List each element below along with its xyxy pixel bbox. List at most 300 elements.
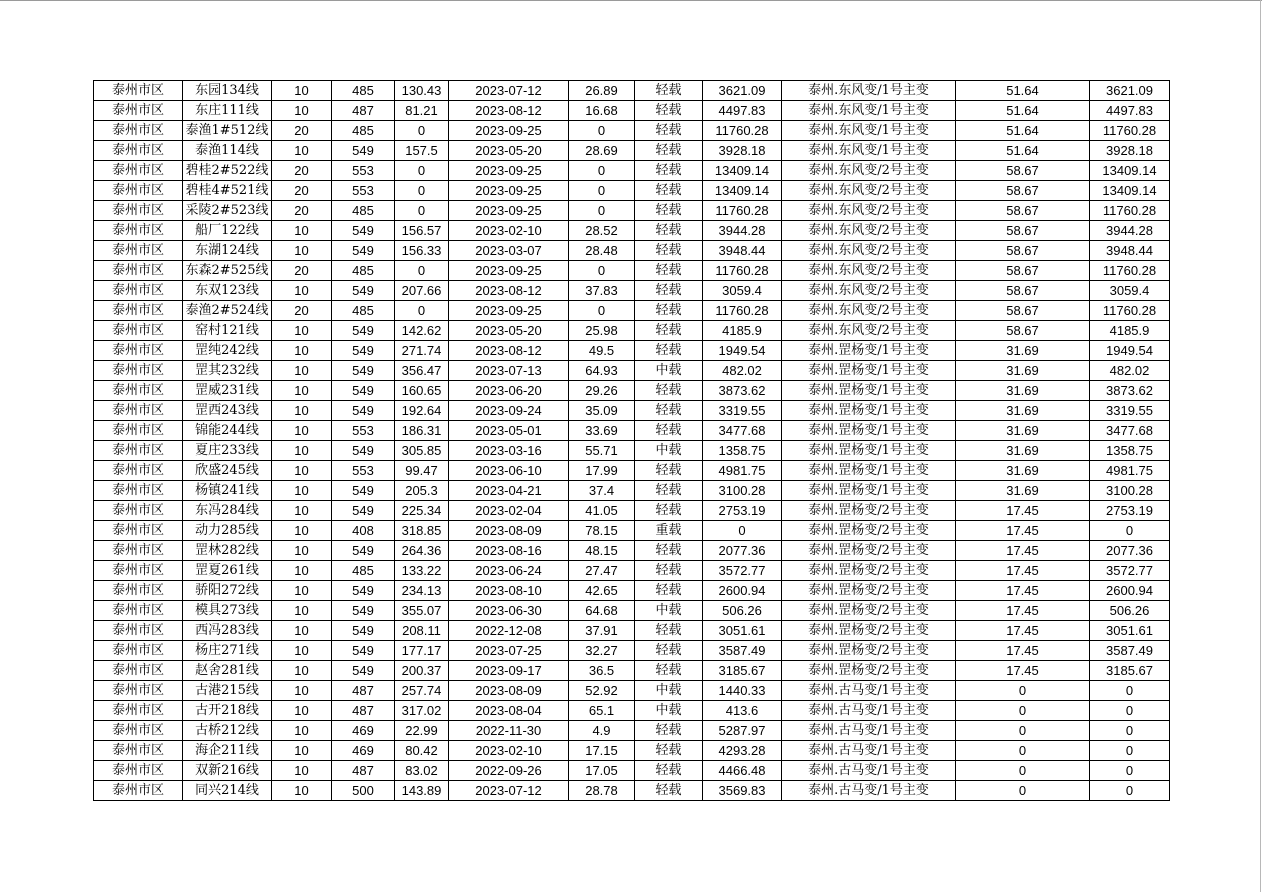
cell-transformer: 泰州.罡杨变/2号主变 [782, 661, 956, 681]
cell-transformer-margin: 58.67 [956, 181, 1090, 201]
cell-area: 泰州市区 [94, 701, 183, 721]
cell-transformer-margin: 0 [956, 721, 1090, 741]
cell-load-status: 重载 [635, 521, 703, 541]
cell-transformer-margin: 0 [956, 781, 1090, 801]
cell-spare-capacity: 11760.28 [703, 121, 782, 141]
cell-rated-capacity: 469 [332, 741, 395, 761]
cell-rated-capacity: 487 [332, 761, 395, 781]
cell-voltage: 10 [272, 361, 332, 381]
cell-transformer-margin: 51.64 [956, 81, 1090, 101]
cell-date: 2023-09-25 [449, 181, 569, 201]
cell-area: 泰州市区 [94, 561, 183, 581]
cell-max-load: 305.85 [395, 441, 449, 461]
cell-line-name: 杨镇241线 [183, 481, 272, 501]
cell-available-capacity: 3587.49 [1090, 641, 1170, 661]
table-row [94, 221, 1170, 241]
cell-date: 2023-08-10 [449, 581, 569, 601]
cell-voltage: 10 [272, 641, 332, 661]
cell-line-name: 泰渔2#524线 [183, 301, 272, 321]
cell-max-load: 317.02 [395, 701, 449, 721]
cell-line-name: 东湖124线 [183, 241, 272, 261]
cell-voltage: 10 [272, 141, 332, 161]
cell-max-load: 271.74 [395, 341, 449, 361]
cell-spare-capacity: 13409.14 [703, 181, 782, 201]
cell-line-name: 古桥212线 [183, 721, 272, 741]
cell-load-status: 轻载 [635, 201, 703, 221]
cell-area: 泰州市区 [94, 601, 183, 621]
cell-voltage: 10 [272, 721, 332, 741]
cell-load-rate: 42.65 [569, 581, 635, 601]
cell-area: 泰州市区 [94, 181, 183, 201]
cell-spare-capacity: 3587.49 [703, 641, 782, 661]
cell-transformer-margin: 0 [956, 701, 1090, 721]
cell-available-capacity: 13409.14 [1090, 161, 1170, 181]
cell-voltage: 10 [272, 741, 332, 761]
cell-spare-capacity: 3948.44 [703, 241, 782, 261]
cell-line-name: 罡其232线 [183, 361, 272, 381]
cell-transformer-margin: 31.69 [956, 381, 1090, 401]
cell-date: 2023-07-25 [449, 641, 569, 661]
cell-spare-capacity: 1440.33 [703, 681, 782, 701]
cell-transformer: 泰州.罡杨变/2号主变 [782, 581, 956, 601]
cell-load-status: 轻载 [635, 101, 703, 121]
cell-max-load: 207.66 [395, 281, 449, 301]
cell-line-name: 锦能244线 [183, 421, 272, 441]
cell-area: 泰州市区 [94, 341, 183, 361]
cell-line-name: 罡夏261线 [183, 561, 272, 581]
cell-area: 泰州市区 [94, 461, 183, 481]
cell-load-status: 轻载 [635, 781, 703, 801]
cell-load-status: 轻载 [635, 81, 703, 101]
table-row [94, 681, 1170, 701]
table-row [94, 601, 1170, 621]
cell-transformer-margin: 0 [956, 681, 1090, 701]
cell-transformer: 泰州.东风变/2号主变 [782, 301, 956, 321]
cell-spare-capacity: 1949.54 [703, 341, 782, 361]
cell-spare-capacity: 11760.28 [703, 201, 782, 221]
cell-area: 泰州市区 [94, 541, 183, 561]
cell-line-name: 同兴214线 [183, 781, 272, 801]
cell-load-rate: 55.71 [569, 441, 635, 461]
cell-date: 2023-04-21 [449, 481, 569, 501]
cell-transformer: 泰州.罡杨变/2号主变 [782, 621, 956, 641]
cell-max-load: 177.17 [395, 641, 449, 661]
cell-area: 泰州市区 [94, 81, 183, 101]
page-edge-right [1260, 0, 1261, 892]
cell-area: 泰州市区 [94, 141, 183, 161]
cell-max-load: 0 [395, 201, 449, 221]
cell-rated-capacity: 487 [332, 101, 395, 121]
cell-transformer: 泰州.罡杨变/1号主变 [782, 341, 956, 361]
cell-load-rate: 0 [569, 201, 635, 221]
cell-load-rate: 28.52 [569, 221, 635, 241]
table-row [94, 561, 1170, 581]
cell-transformer: 泰州.罡杨变/1号主变 [782, 381, 956, 401]
cell-transformer-margin: 31.69 [956, 481, 1090, 501]
cell-date: 2023-09-25 [449, 121, 569, 141]
cell-load-status: 轻载 [635, 661, 703, 681]
cell-rated-capacity: 549 [332, 141, 395, 161]
cell-transformer-margin: 17.45 [956, 501, 1090, 521]
cell-line-name: 船厂122线 [183, 221, 272, 241]
table-row [94, 241, 1170, 261]
cell-max-load: 225.34 [395, 501, 449, 521]
cell-max-load: 142.62 [395, 321, 449, 341]
cell-available-capacity: 0 [1090, 761, 1170, 781]
cell-transformer: 泰州.古马变/1号主变 [782, 761, 956, 781]
cell-voltage: 10 [272, 461, 332, 481]
cell-load-status: 中载 [635, 701, 703, 721]
cell-voltage: 20 [272, 261, 332, 281]
cell-max-load: 205.3 [395, 481, 449, 501]
cell-load-status: 轻载 [635, 181, 703, 201]
cell-load-rate: 17.05 [569, 761, 635, 781]
cell-available-capacity: 0 [1090, 721, 1170, 741]
cell-line-name: 古开218线 [183, 701, 272, 721]
cell-spare-capacity: 4466.48 [703, 761, 782, 781]
cell-rated-capacity: 553 [332, 161, 395, 181]
cell-date: 2023-07-12 [449, 781, 569, 801]
cell-rated-capacity: 549 [332, 221, 395, 241]
cell-line-name: 模具273线 [183, 601, 272, 621]
cell-area: 泰州市区 [94, 501, 183, 521]
cell-max-load: 157.5 [395, 141, 449, 161]
cell-load-status: 轻载 [635, 141, 703, 161]
cell-available-capacity: 11760.28 [1090, 261, 1170, 281]
cell-load-rate: 28.69 [569, 141, 635, 161]
table-body [94, 81, 1170, 801]
cell-available-capacity: 2077.36 [1090, 541, 1170, 561]
table-row [94, 641, 1170, 661]
table-row [94, 581, 1170, 601]
cell-load-status: 轻载 [635, 401, 703, 421]
cell-transformer: 泰州.东风变/1号主变 [782, 81, 956, 101]
cell-spare-capacity: 413.6 [703, 701, 782, 721]
cell-load-rate: 0 [569, 301, 635, 321]
cell-rated-capacity: 549 [332, 341, 395, 361]
cell-spare-capacity: 3051.61 [703, 621, 782, 641]
cell-load-rate: 37.83 [569, 281, 635, 301]
cell-transformer-margin: 0 [956, 741, 1090, 761]
cell-spare-capacity: 3319.55 [703, 401, 782, 421]
cell-voltage: 10 [272, 441, 332, 461]
cell-line-name: 东森2#525线 [183, 261, 272, 281]
cell-max-load: 22.99 [395, 721, 449, 741]
cell-area: 泰州市区 [94, 621, 183, 641]
cell-voltage: 10 [272, 241, 332, 261]
cell-voltage: 10 [272, 681, 332, 701]
cell-area: 泰州市区 [94, 221, 183, 241]
cell-load-status: 轻载 [635, 341, 703, 361]
cell-transformer-margin: 17.45 [956, 601, 1090, 621]
cell-voltage: 10 [272, 101, 332, 121]
cell-transformer: 泰州.罡杨变/1号主变 [782, 401, 956, 421]
cell-rated-capacity: 553 [332, 421, 395, 441]
cell-transformer: 泰州.罡杨变/1号主变 [782, 361, 956, 381]
cell-date: 2023-06-30 [449, 601, 569, 621]
cell-transformer-margin: 0 [956, 761, 1090, 781]
cell-area: 泰州市区 [94, 681, 183, 701]
table-row [94, 701, 1170, 721]
cell-max-load: 186.31 [395, 421, 449, 441]
cell-max-load: 133.22 [395, 561, 449, 581]
cell-transformer: 泰州.东风变/2号主变 [782, 221, 956, 241]
cell-load-rate: 41.05 [569, 501, 635, 521]
cell-available-capacity: 4185.9 [1090, 321, 1170, 341]
cell-max-load: 130.43 [395, 81, 449, 101]
cell-spare-capacity: 3572.77 [703, 561, 782, 581]
cell-max-load: 160.65 [395, 381, 449, 401]
cell-available-capacity: 3928.18 [1090, 141, 1170, 161]
cell-voltage: 10 [272, 381, 332, 401]
cell-spare-capacity: 4981.75 [703, 461, 782, 481]
table-row [94, 621, 1170, 641]
table-row [94, 201, 1170, 221]
cell-voltage: 20 [272, 301, 332, 321]
table-row [94, 741, 1170, 761]
cell-area: 泰州市区 [94, 721, 183, 741]
cell-load-rate: 26.89 [569, 81, 635, 101]
cell-transformer: 泰州.古马变/1号主变 [782, 781, 956, 801]
cell-transformer: 泰州.罡杨变/2号主变 [782, 501, 956, 521]
cell-area: 泰州市区 [94, 101, 183, 121]
cell-load-rate: 4.9 [569, 721, 635, 741]
cell-max-load: 264.36 [395, 541, 449, 561]
cell-voltage: 10 [272, 761, 332, 781]
table-row [94, 341, 1170, 361]
cell-transformer: 泰州.罡杨变/1号主变 [782, 421, 956, 441]
cell-date: 2023-03-16 [449, 441, 569, 461]
cell-line-name: 窑村121线 [183, 321, 272, 341]
cell-voltage: 10 [272, 421, 332, 441]
table-row [94, 481, 1170, 501]
cell-voltage: 20 [272, 161, 332, 181]
cell-max-load: 99.47 [395, 461, 449, 481]
cell-load-rate: 64.68 [569, 601, 635, 621]
cell-rated-capacity: 549 [332, 361, 395, 381]
cell-load-rate: 29.26 [569, 381, 635, 401]
cell-line-name: 碧桂4#521线 [183, 181, 272, 201]
cell-available-capacity: 3944.28 [1090, 221, 1170, 241]
cell-transformer-margin: 58.67 [956, 201, 1090, 221]
cell-rated-capacity: 549 [332, 581, 395, 601]
cell-load-rate: 37.4 [569, 481, 635, 501]
cell-rated-capacity: 549 [332, 601, 395, 621]
table-row [94, 141, 1170, 161]
feeder-load-table [93, 80, 1170, 801]
cell-max-load: 156.57 [395, 221, 449, 241]
cell-load-rate: 65.1 [569, 701, 635, 721]
cell-available-capacity: 482.02 [1090, 361, 1170, 381]
cell-transformer-margin: 17.45 [956, 561, 1090, 581]
cell-date: 2023-07-13 [449, 361, 569, 381]
cell-transformer-margin: 51.64 [956, 141, 1090, 161]
cell-max-load: 192.64 [395, 401, 449, 421]
cell-date: 2023-06-24 [449, 561, 569, 581]
cell-available-capacity: 3185.67 [1090, 661, 1170, 681]
table-row [94, 321, 1170, 341]
cell-date: 2023-05-20 [449, 141, 569, 161]
cell-load-rate: 49.5 [569, 341, 635, 361]
cell-line-name: 杨庄271线 [183, 641, 272, 661]
cell-date: 2023-09-25 [449, 261, 569, 281]
cell-spare-capacity: 2600.94 [703, 581, 782, 601]
cell-line-name: 动力285线 [183, 521, 272, 541]
table-row [94, 301, 1170, 321]
cell-date: 2023-08-12 [449, 341, 569, 361]
cell-rated-capacity: 549 [332, 641, 395, 661]
cell-line-name: 罡西243线 [183, 401, 272, 421]
cell-transformer: 泰州.罡杨变/1号主变 [782, 441, 956, 461]
cell-rated-capacity: 485 [332, 261, 395, 281]
table-row [94, 181, 1170, 201]
cell-load-status: 轻载 [635, 281, 703, 301]
page-edge-top [0, 0, 1262, 1]
cell-transformer: 泰州.东风变/2号主变 [782, 201, 956, 221]
cell-rated-capacity: 549 [332, 541, 395, 561]
cell-load-rate: 37.91 [569, 621, 635, 641]
cell-line-name: 罡威231线 [183, 381, 272, 401]
cell-area: 泰州市区 [94, 281, 183, 301]
cell-rated-capacity: 487 [332, 681, 395, 701]
cell-voltage: 10 [272, 561, 332, 581]
cell-line-name: 罡纯242线 [183, 341, 272, 361]
cell-transformer-margin: 17.45 [956, 581, 1090, 601]
cell-spare-capacity: 13409.14 [703, 161, 782, 181]
cell-load-rate: 35.09 [569, 401, 635, 421]
cell-load-status: 轻载 [635, 501, 703, 521]
cell-load-status: 轻载 [635, 221, 703, 241]
cell-max-load: 0 [395, 161, 449, 181]
cell-available-capacity: 11760.28 [1090, 201, 1170, 221]
cell-rated-capacity: 549 [332, 321, 395, 341]
cell-max-load: 200.37 [395, 661, 449, 681]
cell-line-name: 夏庄233线 [183, 441, 272, 461]
cell-area: 泰州市区 [94, 381, 183, 401]
cell-line-name: 泰渔1#512线 [183, 121, 272, 141]
cell-rated-capacity: 487 [332, 701, 395, 721]
cell-rated-capacity: 485 [332, 301, 395, 321]
cell-load-status: 中载 [635, 601, 703, 621]
cell-load-status: 轻载 [635, 581, 703, 601]
cell-spare-capacity: 506.26 [703, 601, 782, 621]
cell-load-status: 轻载 [635, 321, 703, 341]
cell-rated-capacity: 549 [332, 481, 395, 501]
cell-transformer: 泰州.罡杨变/2号主变 [782, 541, 956, 561]
cell-date: 2023-09-17 [449, 661, 569, 681]
cell-load-status: 中载 [635, 441, 703, 461]
cell-date: 2022-12-08 [449, 621, 569, 641]
cell-load-rate: 36.5 [569, 661, 635, 681]
table-row [94, 421, 1170, 441]
cell-load-status: 轻载 [635, 741, 703, 761]
cell-transformer: 泰州.罡杨变/1号主变 [782, 461, 956, 481]
cell-available-capacity: 1358.75 [1090, 441, 1170, 461]
cell-date: 2023-03-07 [449, 241, 569, 261]
cell-area: 泰州市区 [94, 441, 183, 461]
cell-available-capacity: 3948.44 [1090, 241, 1170, 261]
cell-transformer-margin: 58.67 [956, 241, 1090, 261]
cell-spare-capacity: 4185.9 [703, 321, 782, 341]
cell-max-load: 257.74 [395, 681, 449, 701]
cell-load-status: 轻载 [635, 761, 703, 781]
cell-max-load: 0 [395, 121, 449, 141]
cell-load-rate: 25.98 [569, 321, 635, 341]
table-row [94, 101, 1170, 121]
cell-available-capacity: 506.26 [1090, 601, 1170, 621]
cell-transformer-margin: 58.67 [956, 261, 1090, 281]
cell-voltage: 10 [272, 321, 332, 341]
cell-transformer-margin: 58.67 [956, 321, 1090, 341]
cell-line-name: 古港215线 [183, 681, 272, 701]
cell-area: 泰州市区 [94, 521, 183, 541]
cell-load-status: 中载 [635, 681, 703, 701]
cell-max-load: 356.47 [395, 361, 449, 381]
cell-load-rate: 17.99 [569, 461, 635, 481]
cell-available-capacity: 13409.14 [1090, 181, 1170, 201]
cell-transformer: 泰州.古马变/1号主变 [782, 681, 956, 701]
cell-transformer-margin: 31.69 [956, 421, 1090, 441]
cell-transformer-margin: 31.69 [956, 461, 1090, 481]
cell-load-rate: 64.93 [569, 361, 635, 381]
cell-voltage: 20 [272, 121, 332, 141]
cell-max-load: 355.07 [395, 601, 449, 621]
cell-date: 2023-09-25 [449, 161, 569, 181]
cell-area: 泰州市区 [94, 481, 183, 501]
cell-voltage: 10 [272, 341, 332, 361]
cell-transformer-margin: 17.45 [956, 641, 1090, 661]
cell-transformer-margin: 58.67 [956, 301, 1090, 321]
cell-date: 2023-07-12 [449, 81, 569, 101]
cell-load-rate: 28.48 [569, 241, 635, 261]
cell-spare-capacity: 482.02 [703, 361, 782, 381]
cell-date: 2023-02-10 [449, 221, 569, 241]
cell-available-capacity: 3873.62 [1090, 381, 1170, 401]
cell-transformer: 泰州.罡杨变/2号主变 [782, 641, 956, 661]
cell-transformer-margin: 58.67 [956, 161, 1090, 181]
cell-area: 泰州市区 [94, 641, 183, 661]
cell-available-capacity: 1949.54 [1090, 341, 1170, 361]
cell-date: 2023-08-09 [449, 681, 569, 701]
cell-load-rate: 28.78 [569, 781, 635, 801]
cell-rated-capacity: 549 [332, 621, 395, 641]
cell-area: 泰州市区 [94, 761, 183, 781]
cell-line-name: 罡林282线 [183, 541, 272, 561]
cell-transformer: 泰州.罡杨变/2号主变 [782, 561, 956, 581]
table-row [94, 461, 1170, 481]
cell-max-load: 83.02 [395, 761, 449, 781]
cell-line-name: 海企211线 [183, 741, 272, 761]
cell-date: 2023-08-12 [449, 101, 569, 121]
cell-area: 泰州市区 [94, 261, 183, 281]
cell-available-capacity: 0 [1090, 521, 1170, 541]
cell-max-load: 318.85 [395, 521, 449, 541]
cell-spare-capacity: 5287.97 [703, 721, 782, 741]
cell-transformer: 泰州.古马变/1号主变 [782, 741, 956, 761]
cell-rated-capacity: 500 [332, 781, 395, 801]
cell-load-rate: 27.47 [569, 561, 635, 581]
cell-rated-capacity: 469 [332, 721, 395, 741]
table-row [94, 401, 1170, 421]
cell-available-capacity: 0 [1090, 681, 1170, 701]
cell-transformer-margin: 31.69 [956, 441, 1090, 461]
cell-available-capacity: 0 [1090, 741, 1170, 761]
cell-area: 泰州市区 [94, 241, 183, 261]
cell-date: 2023-09-25 [449, 201, 569, 221]
cell-line-name: 东园134线 [183, 81, 272, 101]
cell-max-load: 81.21 [395, 101, 449, 121]
cell-load-status: 轻载 [635, 301, 703, 321]
